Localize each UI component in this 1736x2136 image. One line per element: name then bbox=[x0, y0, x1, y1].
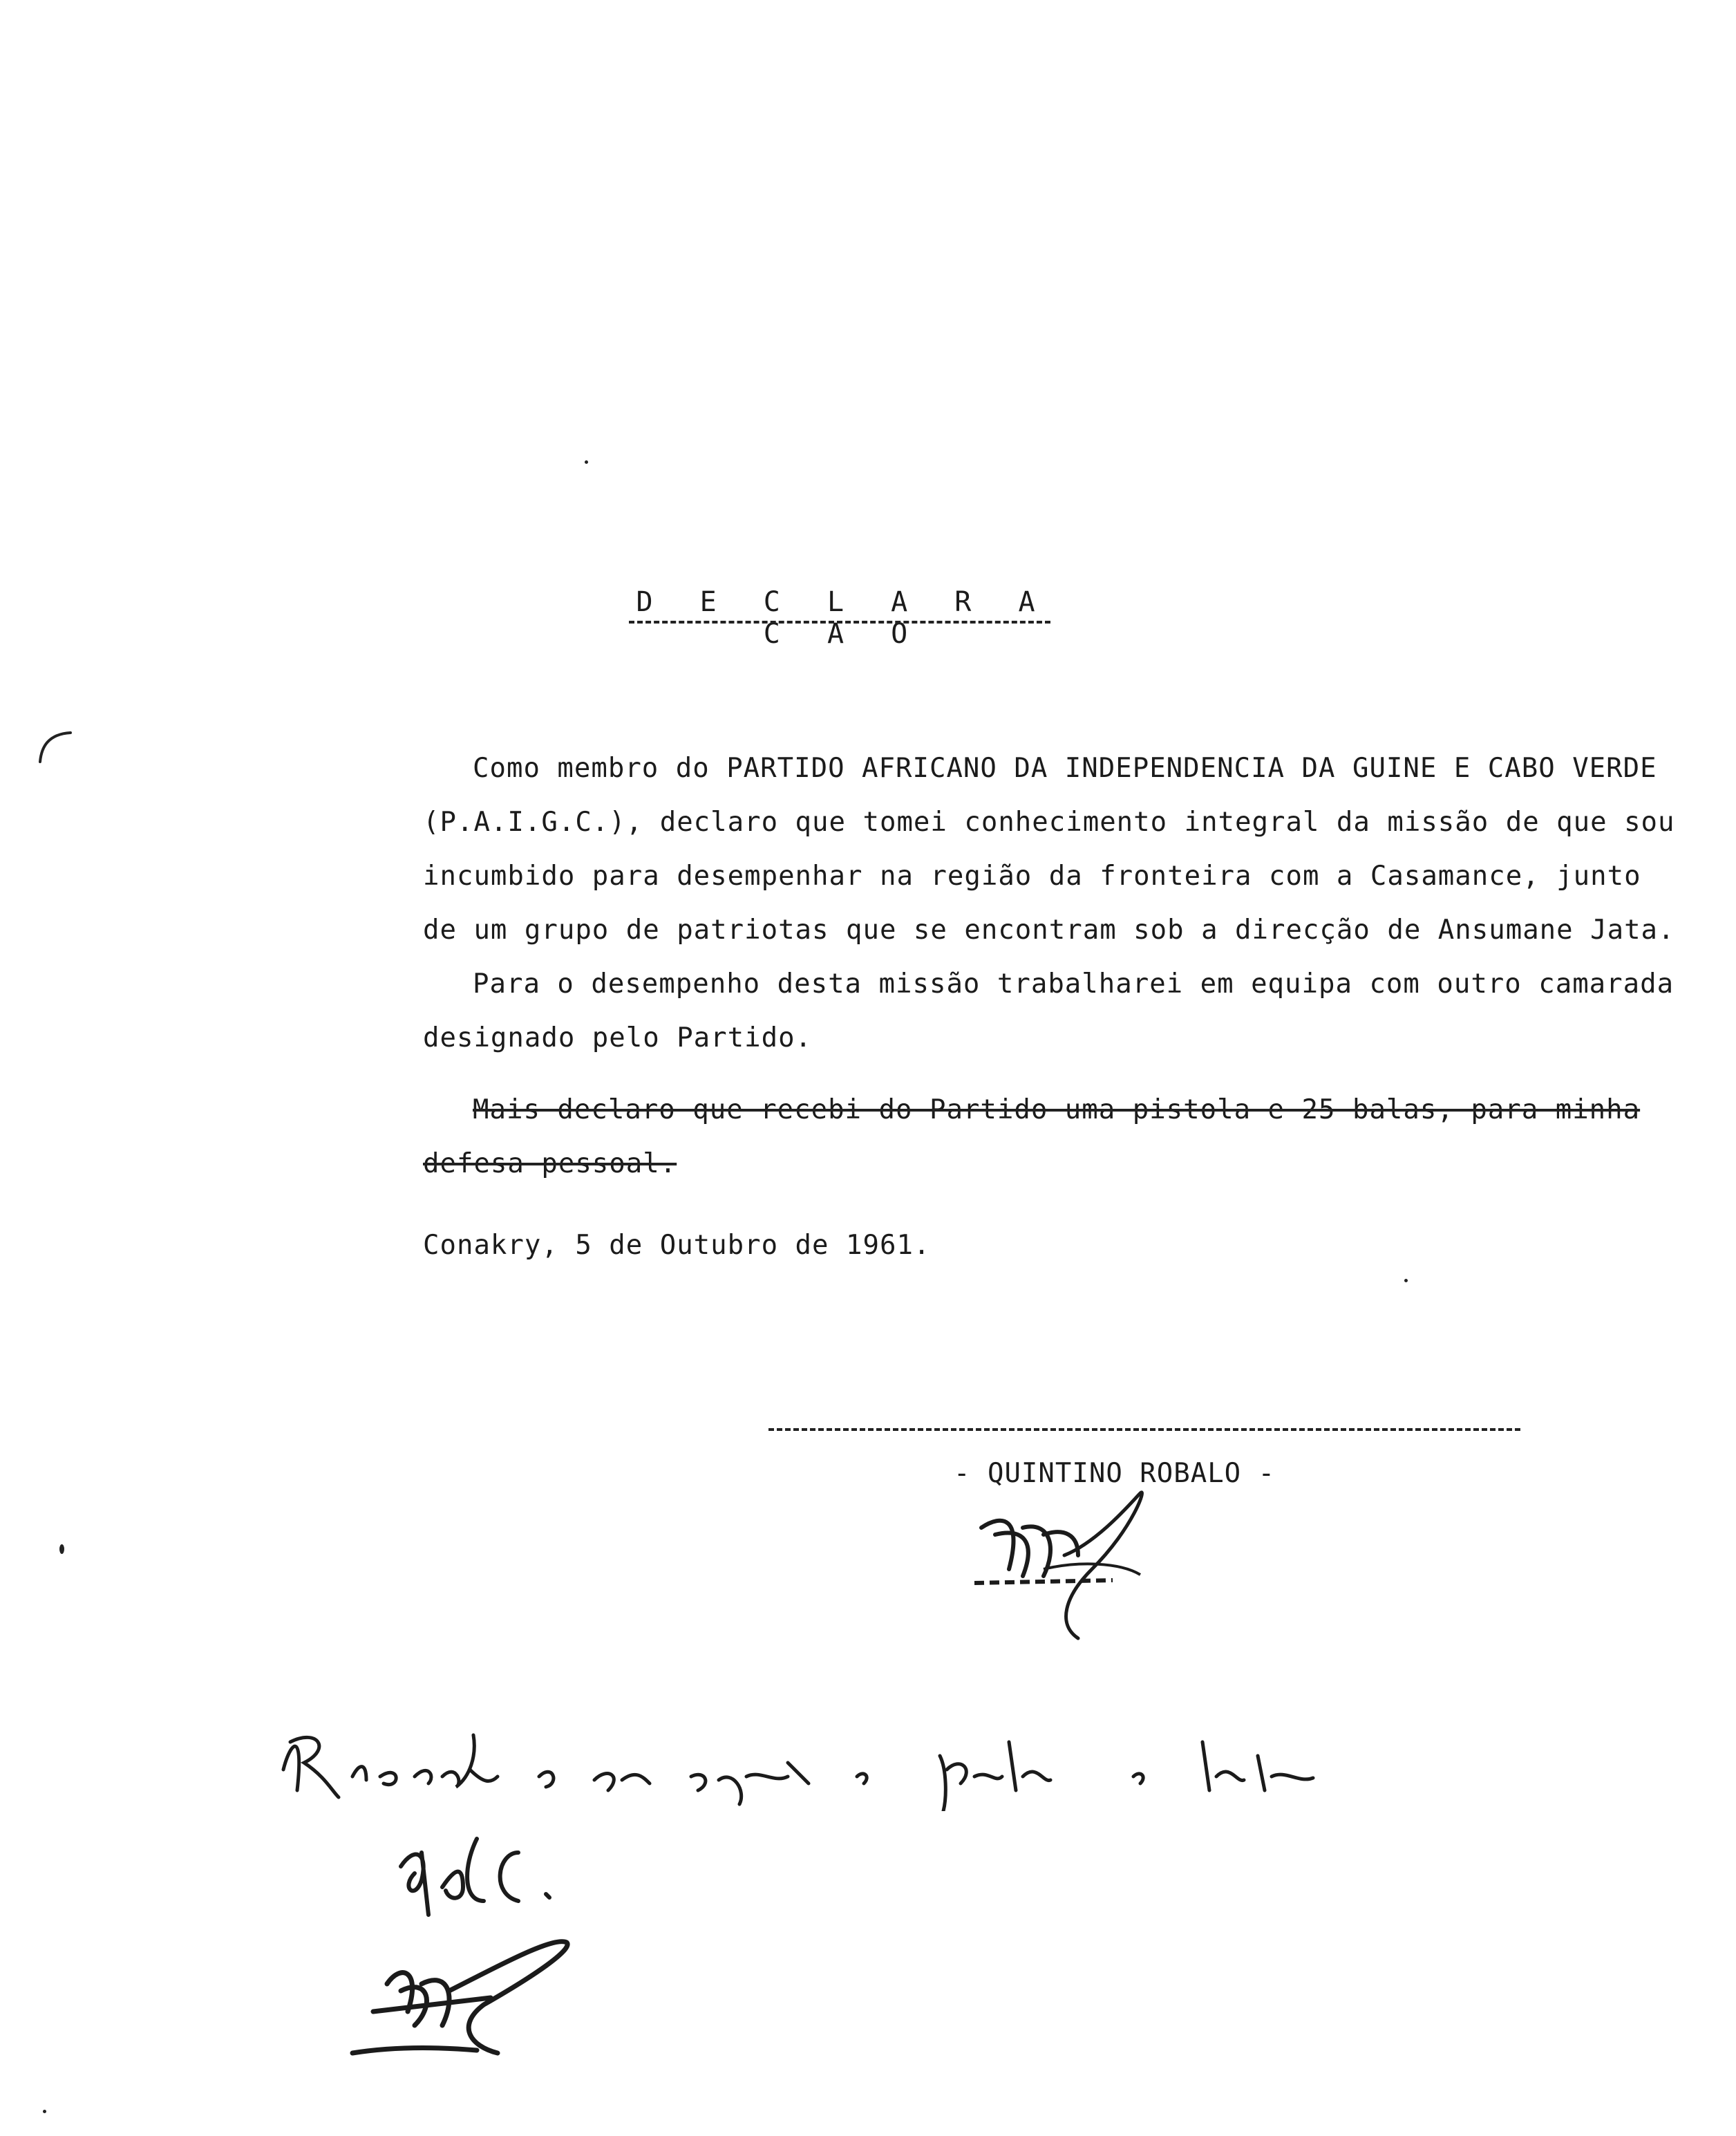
paragraph-1-line-4: de um grupo de patriotas que se encontram sob a direcção de Ansumane Jata. bbox=[423, 915, 1675, 946]
paragraph-1-line-1: Como membro do PARTIDO AFRICANO DA INDEPENDENCIA DA GUINE E CABO VERDE bbox=[473, 753, 1657, 784]
paragraph-1-line-2: (P.A.I.G.C.), declaro que tomei conhecimento integral da missão de que sou bbox=[423, 807, 1675, 838]
paragraph-2-line-1: Para o desempenho desta missão trabalharei em equipa com outro camarada bbox=[473, 968, 1674, 1000]
initials bbox=[387, 1825, 594, 1936]
paragraph-2-line-2: designado pelo Partido. bbox=[423, 1022, 813, 1053]
signature-2 bbox=[346, 1929, 594, 2067]
place-date: Conakry, 5 de Outubro de 1961. bbox=[423, 1230, 931, 1261]
page-title: D E C L A R A C A O bbox=[636, 586, 1050, 650]
signature-line bbox=[768, 1428, 1520, 1431]
handwritten-note bbox=[263, 1714, 1341, 1811]
struck-paragraph-line-1: Mais declaro que recebi do Partido uma pistola e 25 balas, para minha bbox=[473, 1094, 1641, 1125]
title-underline bbox=[629, 621, 1050, 624]
signature-1 bbox=[961, 1486, 1168, 1645]
margin-mark bbox=[28, 719, 83, 774]
scan-speck bbox=[43, 2110, 46, 2113]
scan-speck bbox=[585, 460, 588, 464]
paragraph-1-line-3: incumbido para desempenhar na região da fronteira com a Casamance, junto bbox=[423, 861, 1641, 892]
scan-speck bbox=[59, 1544, 64, 1554]
signatory-name: - QUINTINO ROBALO - bbox=[954, 1458, 1276, 1489]
scan-speck bbox=[1404, 1279, 1408, 1282]
struck-paragraph-line-2: defesa pessoal. bbox=[423, 1148, 677, 1179]
